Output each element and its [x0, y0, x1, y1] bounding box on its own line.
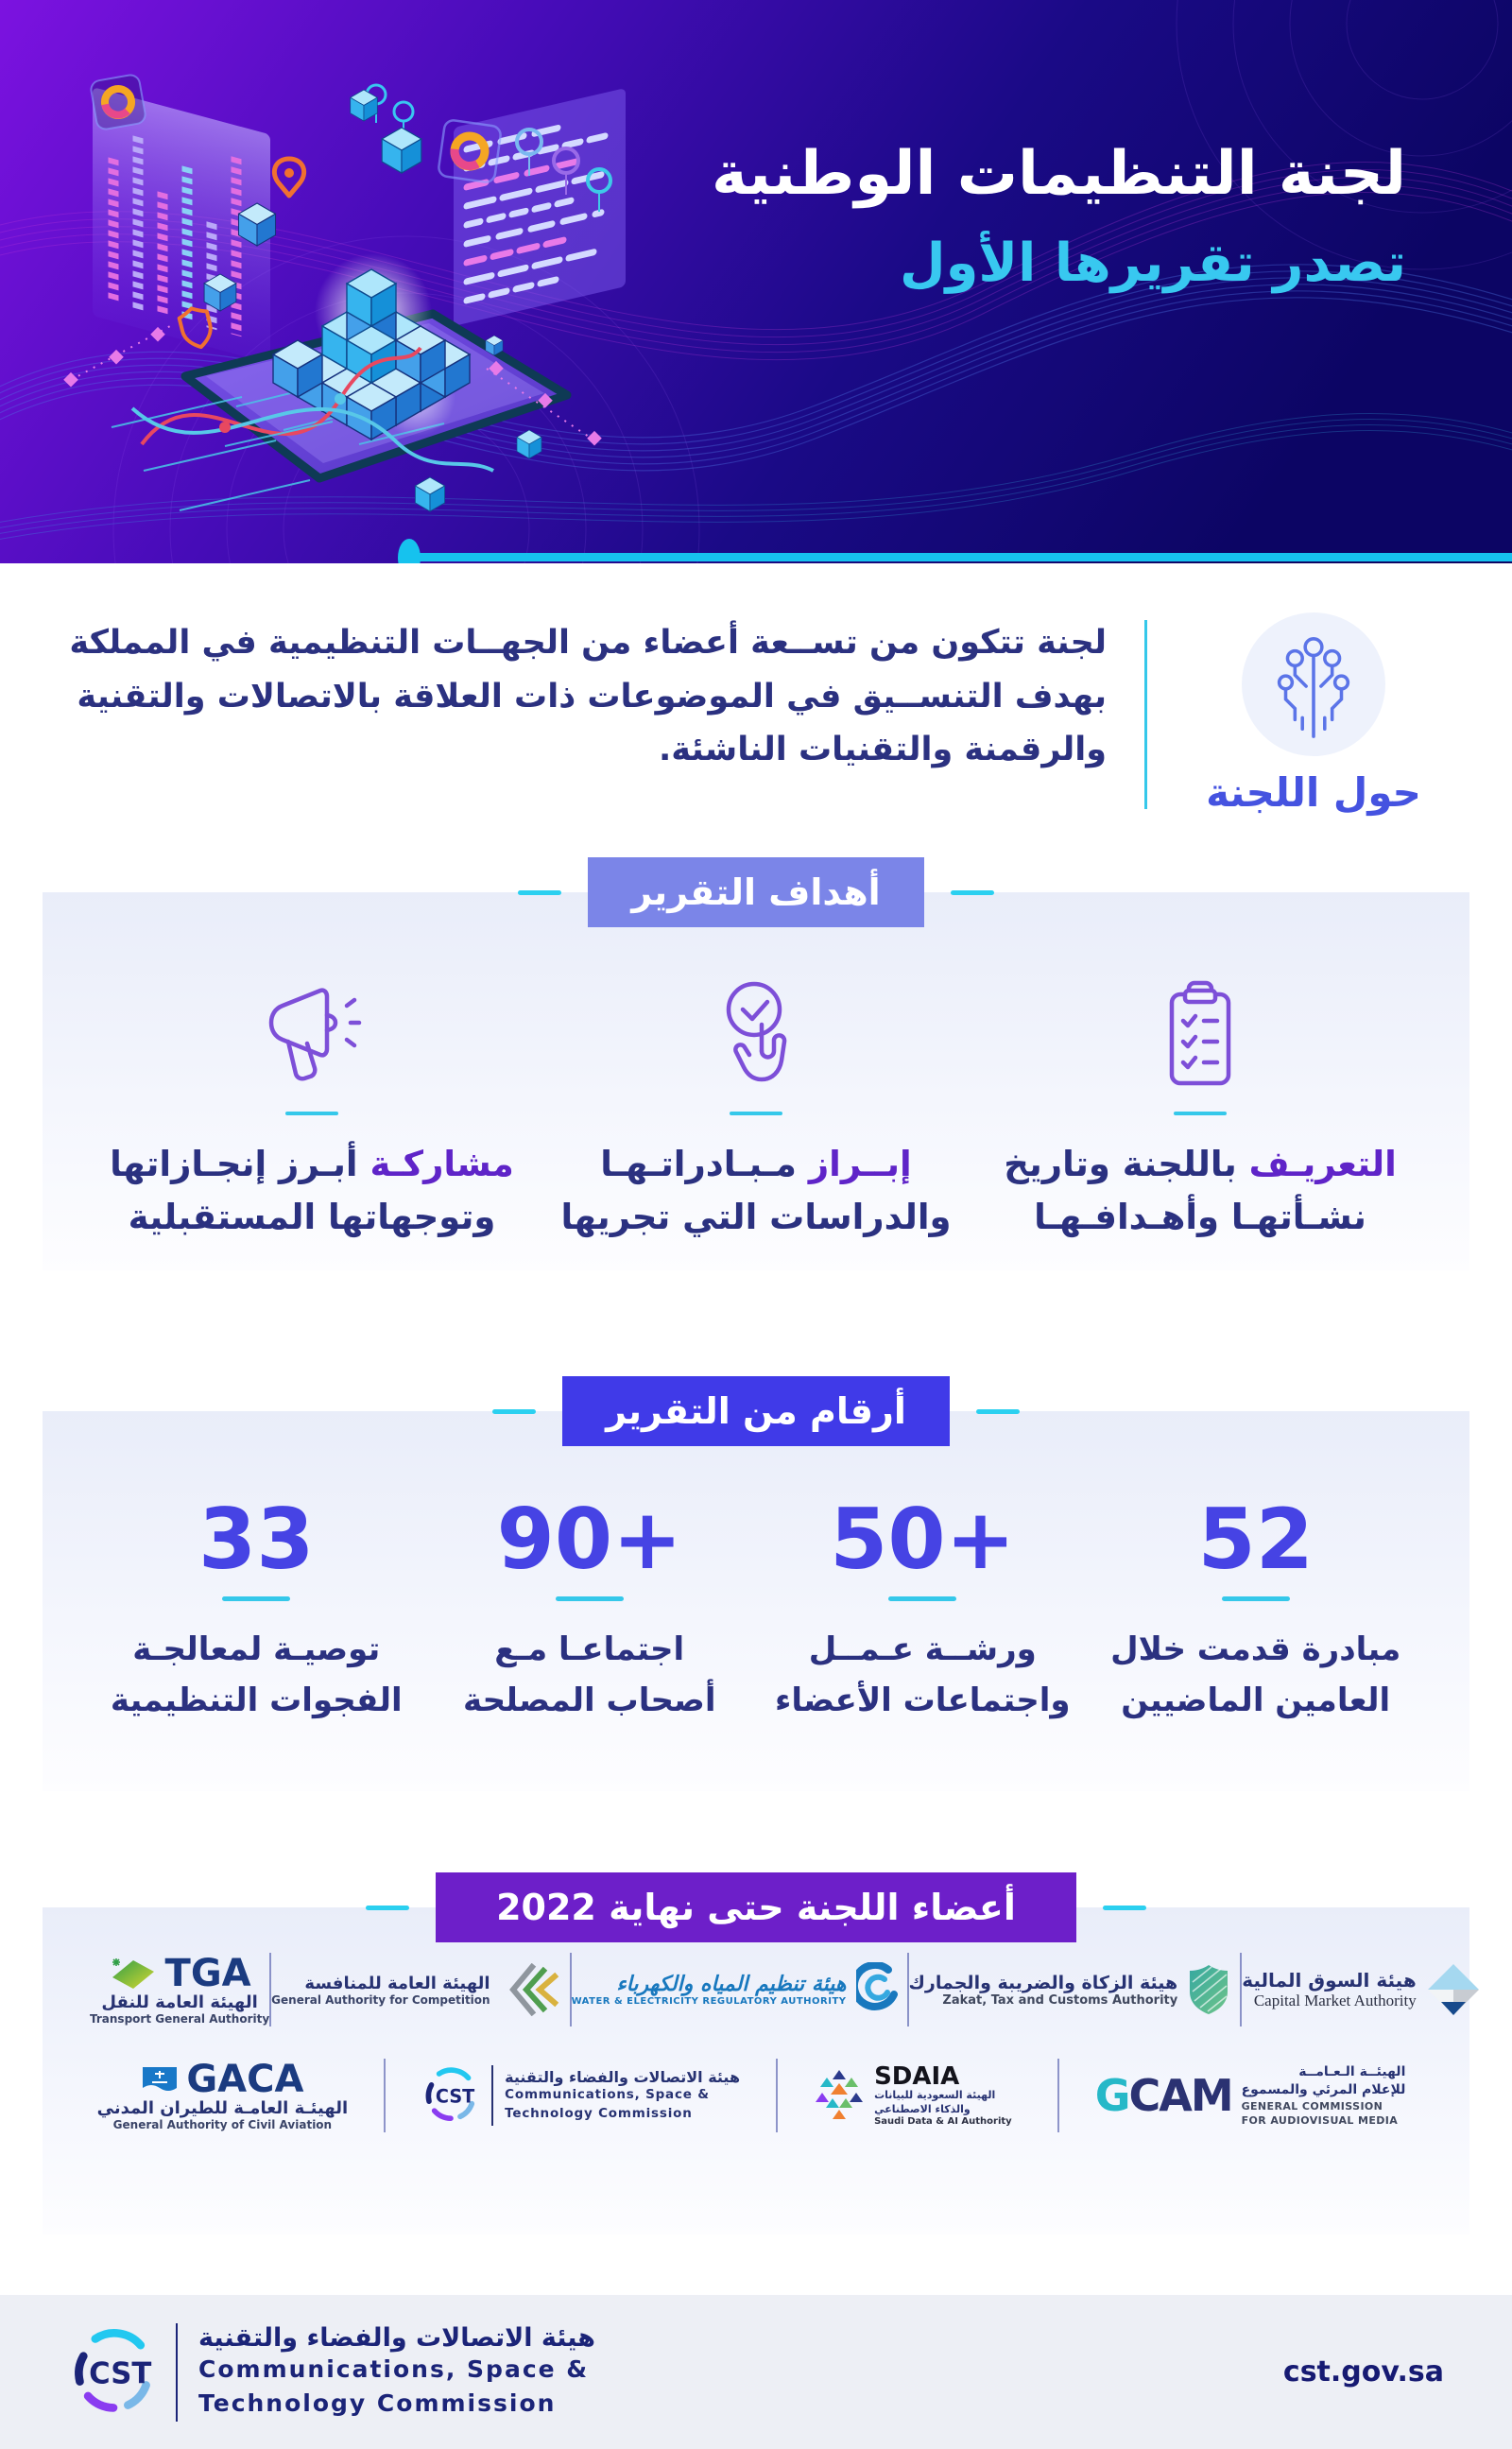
- stat-label-line2: الفجوات التنظيمية: [110, 1682, 403, 1720]
- objective-rest: باللجنة وتاريخ: [1004, 1144, 1237, 1184]
- header-dash-right: [1103, 1906, 1146, 1910]
- stat-label-line1: توصيـة لمعالجـة: [132, 1630, 381, 1668]
- wera-name-en: WATER & ELECTRICITY REGULATORY AUTHORITY: [571, 1996, 847, 2007]
- cst-logo: [68, 2327, 159, 2418]
- numbers-panel: [43, 1411, 1469, 1791]
- members-section: [0, 1872, 1512, 2234]
- objective-item-highlight: [548, 975, 964, 1243]
- zatca-name-en: Zakat, Tax and Customs Authority: [942, 1992, 1178, 2008]
- hero-accent-line: [406, 553, 1512, 561]
- footer-org-en2: Technology Commission: [198, 2389, 557, 2417]
- stat-value: 90+: [496, 1491, 682, 1588]
- hero-title-block: [712, 140, 1406, 292]
- numbers-section: [0, 1376, 1512, 1791]
- logo-divider: [907, 1953, 909, 2026]
- zatca-shield-icon: [1187, 1963, 1230, 2016]
- numbers-badge: أرقام من التقرير: [562, 1376, 950, 1446]
- gaca-name-ar: الهيئـة العامـة للطيران المدني: [96, 2097, 349, 2118]
- gcam-name-en2: FOR AUDIOVISUAL MEDIA: [1241, 2113, 1399, 2127]
- footer-divider: [176, 2323, 178, 2422]
- gaca-flag-icon: [141, 2065, 179, 2094]
- tga-name-en: Transport General Authority: [90, 2011, 270, 2026]
- logo-gaca: [96, 2057, 349, 2131]
- about-section: [57, 612, 1455, 816]
- logo-divider: [1240, 1953, 1242, 2026]
- stat-label-line1: اجتماعـا مـع: [494, 1630, 685, 1668]
- objective-text-line1: [600, 1138, 911, 1191]
- objective-text-line2: وتوجهاتها المستقبلية: [128, 1196, 496, 1237]
- cma-name-ar: هيئة السوق المالية: [1242, 1969, 1417, 1992]
- objective-rest: أبـرز إنجـازاتها: [110, 1144, 358, 1184]
- sdaia-name-en: Saudi Data & AI Authority: [874, 2116, 1012, 2128]
- svg-text:CST: CST: [89, 2356, 152, 2391]
- tga-abbr: TGA: [164, 1951, 251, 1995]
- gaca-abbr: GACA: [186, 2057, 304, 2101]
- objective-text-line2: نشـأتهـا وأهـدافـهـا: [1034, 1196, 1366, 1237]
- stat-meetings: [434, 1491, 746, 1727]
- members-header: [0, 1872, 1512, 1942]
- header-dash-left: [492, 1409, 536, 1414]
- stat-underline: [1222, 1596, 1290, 1601]
- logo-divider: [1057, 2059, 1059, 2132]
- circuit-tree-icon: [1263, 629, 1365, 740]
- stat-workshops: [766, 1491, 1078, 1727]
- stat-underline: [556, 1596, 624, 1601]
- hero-banner: [0, 0, 1512, 563]
- objectives-header: [0, 857, 1512, 927]
- objective-lead-word: التعريـف: [1248, 1144, 1397, 1184]
- stat-label-line1: مبادرة قدمت خلال: [1110, 1630, 1401, 1668]
- svg-text:CST: CST: [436, 2085, 475, 2108]
- hero-subtitle: تصدر تقريرها الأول: [900, 232, 1406, 294]
- stat-initiatives: [1100, 1491, 1412, 1727]
- zatca-name-ar: هيئة الزكاة والضريبة والجمارك: [908, 1972, 1178, 1993]
- objective-dash: [285, 1112, 338, 1115]
- tga-name-ar: الهيئة العامة للنقل: [101, 1992, 258, 2012]
- logo-gac: [271, 1963, 569, 2016]
- about-side: [1172, 612, 1455, 816]
- cst-name-en2: Technology Commission: [505, 2105, 693, 2121]
- objectives-section: [0, 857, 1512, 1270]
- logo-zatca: [909, 1963, 1241, 2016]
- hero-title: لجنة التنظيمات الوطنية: [711, 139, 1406, 209]
- cst-rings-icon: [421, 2066, 480, 2125]
- sdaia-name-ar2: والذكاء الاصطناعي: [874, 2102, 971, 2115]
- stat-value: 50+: [830, 1491, 1016, 1588]
- cst-name-en1: Communications, Space &: [505, 2086, 710, 2102]
- header-dash-left: [366, 1906, 409, 1910]
- objective-text-line1: [110, 1138, 514, 1191]
- sdaia-name-ar1: الهيئة السعودية للبيانات: [874, 2088, 996, 2101]
- objective-rest: مـبـادراتـهـا: [600, 1144, 797, 1184]
- footer-org-en1: Communications, Space &: [198, 2354, 590, 2383]
- logo-divider: [570, 1953, 572, 2026]
- sdaia-abbr: SDAIA: [874, 2061, 960, 2091]
- gac-name-en: General Authority for Competition: [271, 1992, 490, 2007]
- logo-sdaia: [814, 2061, 1022, 2128]
- logo-cst-member: [421, 2065, 740, 2126]
- members-badge: أعضاء اللجنة حتى نهاية 2022: [436, 1872, 1076, 1942]
- gcam-name-en1: GENERAL COMMISSION: [1241, 2099, 1383, 2113]
- stat-value: 33: [198, 1491, 315, 1588]
- stat-label-line1: ورشــة عـمــل: [808, 1630, 1037, 1668]
- cma-name-en: Capital Market Authority: [1253, 1992, 1417, 2009]
- gcam-wordmark: GCAM: [1094, 2070, 1232, 2121]
- logo-cma: [1242, 1962, 1489, 2017]
- clipboard-checklist-icon: [1151, 975, 1249, 1091]
- footer: [0, 2295, 1512, 2449]
- members-panel: [43, 1907, 1469, 2234]
- stat-label-line2: أصحاب المصلحة: [462, 1682, 716, 1720]
- gac-diamond-icon: [500, 1963, 560, 2016]
- stat-underline: [888, 1596, 956, 1601]
- objective-text-line2: والدراسات التي تجريها: [560, 1196, 952, 1237]
- logo-gcam: [1095, 2063, 1416, 2129]
- objectives-badge: أهداف التقرير: [588, 857, 923, 927]
- objective-item-share: [104, 975, 520, 1243]
- cst-name-ar: هيئة الاتصالات والفضاء والتقنية: [505, 2067, 741, 2086]
- logo-divider: [384, 2059, 386, 2132]
- logo-tga: [90, 1951, 270, 2026]
- objective-lead-word: مشاركـة: [369, 1144, 514, 1184]
- footer-org-ar: هيئة الاتصالات والفضاء والتقنية: [198, 2322, 596, 2353]
- objective-text-line1: [1004, 1138, 1397, 1191]
- objective-dash: [730, 1112, 782, 1115]
- logo-divider: [776, 2059, 778, 2132]
- cma-diamond-icon: [1426, 1962, 1481, 2017]
- stat-value: 52: [1197, 1491, 1314, 1588]
- sdaia-mosaic-icon: [814, 2068, 865, 2123]
- about-heading: حول اللجنة: [1206, 769, 1421, 816]
- stat-label-line2: العامين الماضيين: [1121, 1682, 1391, 1720]
- objective-item-identify: [992, 975, 1408, 1243]
- stat-underline: [222, 1596, 290, 1601]
- objective-dash: [1174, 1112, 1227, 1115]
- footer-website-link[interactable]: cst.gov.sa: [1282, 2355, 1444, 2389]
- gac-name-ar: الهيئة العامة للمنافسة: [304, 1973, 490, 1993]
- cst-logo-divider: [491, 2065, 493, 2126]
- about-paragraph: لجنة تتكون من تســعة أعضاء من الجهــات التنظيمية في المملكة بهدف التنســيق في الموضوعات ذات العلاقة بالاتصالات والتقنية والرقمنة والتقنيات الناشئة.: [69, 624, 1107, 769]
- stat-label-line2: واجتماعات الأعضاء: [774, 1682, 1071, 1720]
- about-icon-badge: [1242, 612, 1385, 756]
- tga-leaf-icon: [109, 1955, 158, 1992]
- header-dash-left: [518, 890, 561, 895]
- header-dash-right: [951, 890, 994, 895]
- gaca-name-en: General Authority of Civil Aviation: [112, 2117, 333, 2131]
- wera-drop-icon: [856, 1962, 898, 2017]
- logo-divider: [269, 1953, 271, 2026]
- header-dash-right: [976, 1409, 1020, 1414]
- gcam-name-ar2: للإعلام المرئي والمسموع: [1241, 2082, 1406, 2098]
- stat-recommendations: [100, 1491, 412, 1727]
- megaphone-icon: [259, 975, 365, 1091]
- members-logo-row-2: [43, 2026, 1469, 2132]
- tap-check-icon: [707, 975, 805, 1091]
- objectives-panel: [43, 892, 1469, 1270]
- wera-name-ar: هيئة تنظيم المياه والكهرباء: [616, 1973, 847, 1996]
- about-divider: [1144, 620, 1147, 809]
- numbers-header: [0, 1376, 1512, 1446]
- objective-lead-word: إبــراز: [808, 1144, 912, 1184]
- gcam-name-ar1: الهيئــة الـعـامــة: [1298, 2063, 1406, 2079]
- logo-wera: [572, 1962, 907, 2017]
